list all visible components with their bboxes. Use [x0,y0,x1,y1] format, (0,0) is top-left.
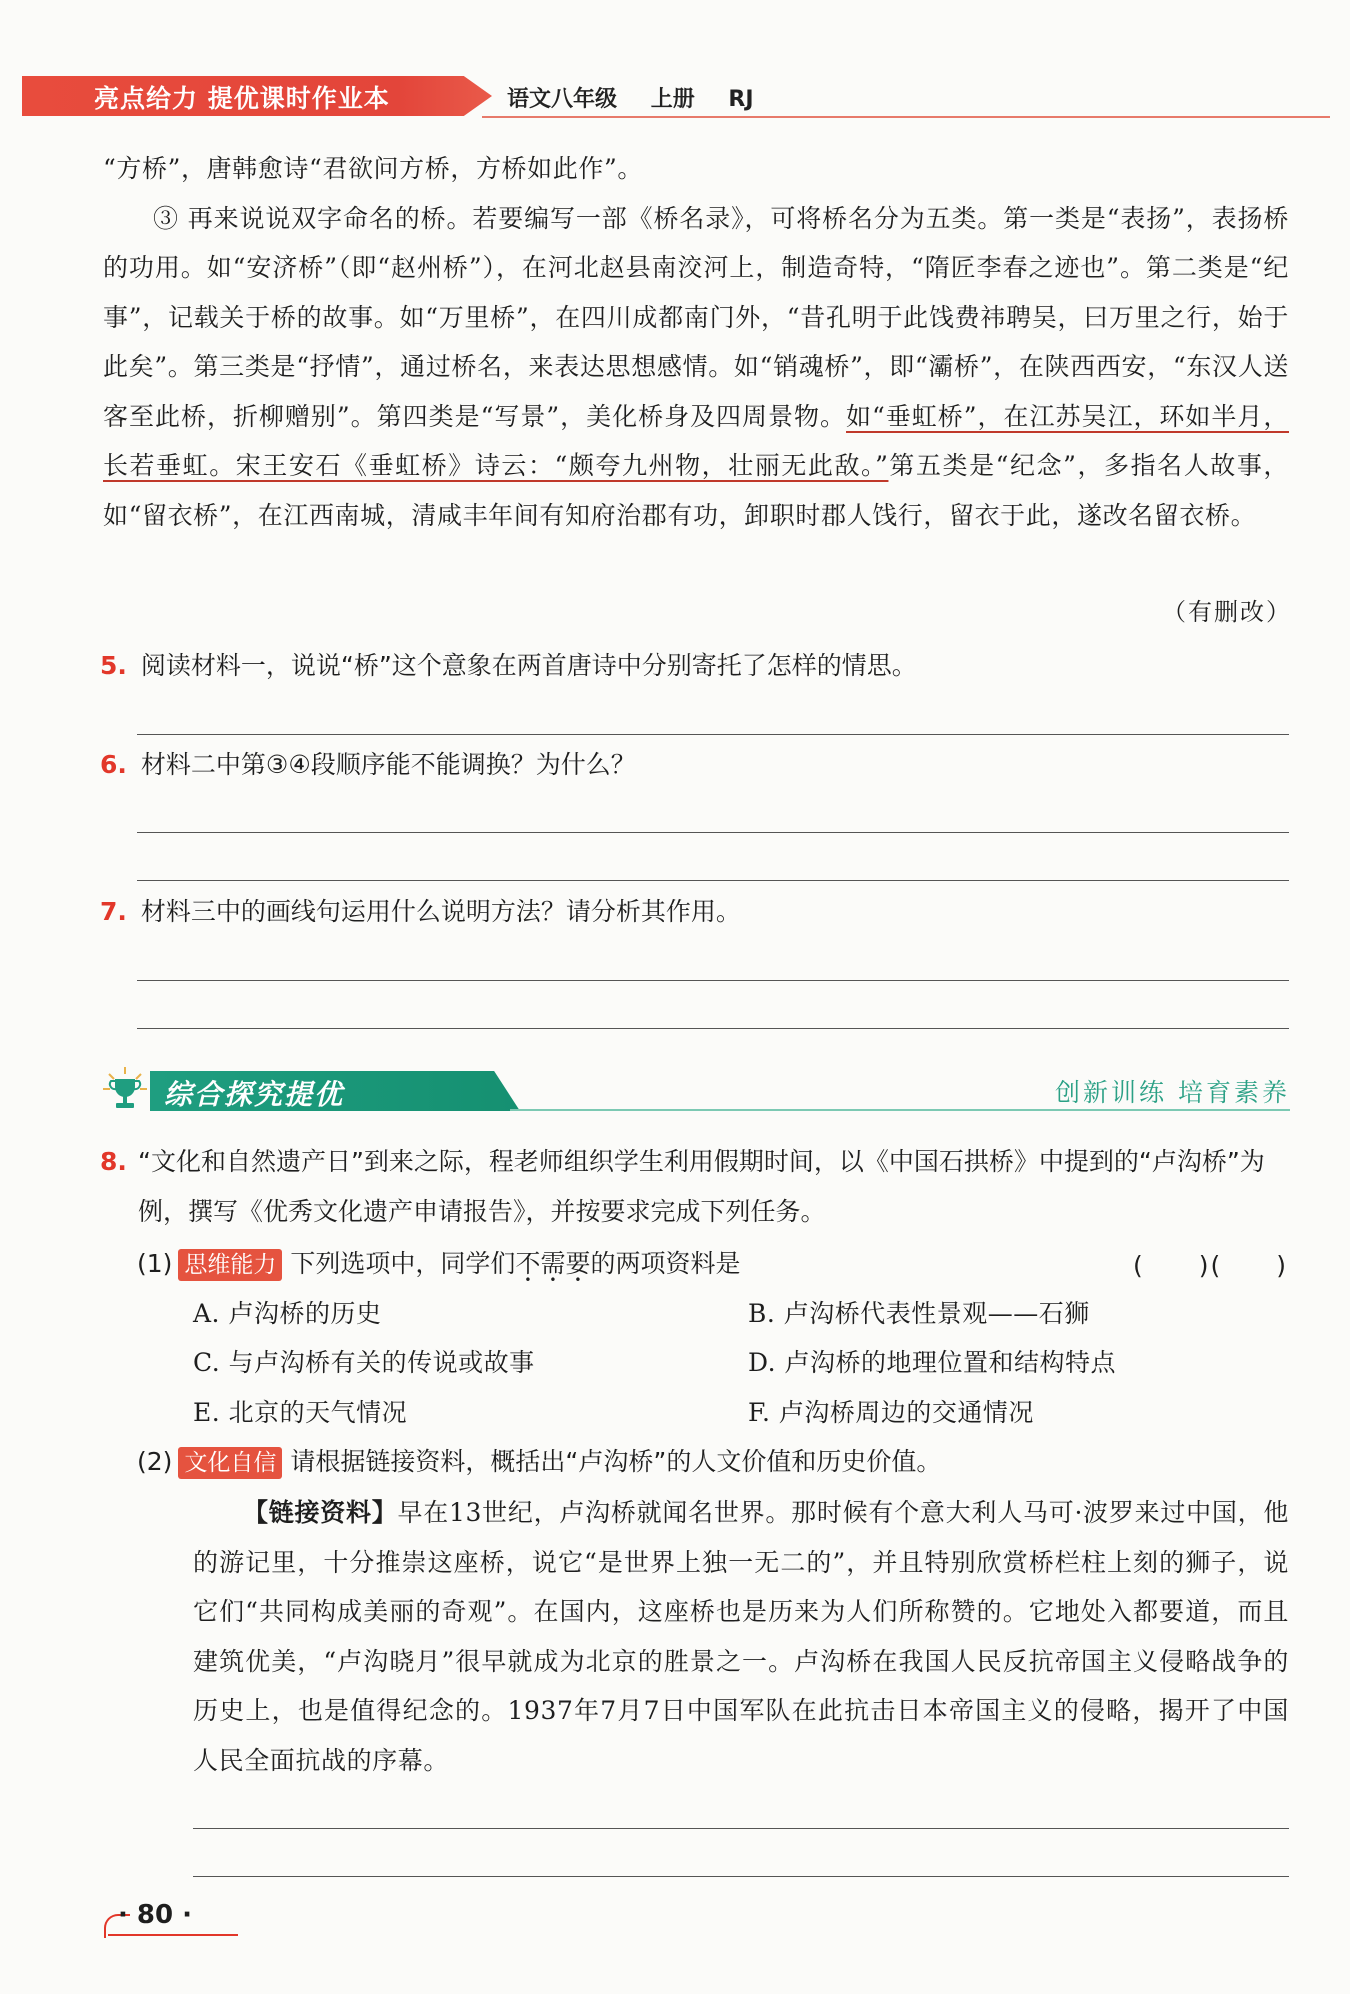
book-info [507,82,780,113]
subquestion-number: (1) [137,1249,173,1278]
skill-tag: 文化自信 [178,1447,282,1479]
subject: 语文八年级 [507,87,618,112]
para3-text-b: 第五类是“纪念”，多指名人故事，如“留衣桥”，在江西南城，清咸丰年间有知府治郡有功，卸职时郡人饯行，留衣于此，遂改名留衣桥。 [103,451,1289,530]
answer-line[interactable] [137,880,1289,881]
question-number: 5. [100,651,127,680]
link-text: 早在13世纪，卢沟桥就闻名世界。那时候有个意大利人马可·波罗来过中国，他的游记里，十分推崇这座桥，说它“是世界上独一无二的”，并且特别欣赏桥栏柱上刻的狮子，说它们“共同构成美丽的奇观”。在国内，这座桥也是历来为人们所称赞的。它地处入都要道，而且建筑优美，“卢沟晓月”很早就成为北京的胜景之一。卢沟桥在我国人民反抗帝国主义侵略战争的历史上，也是值得纪念的。1937年7月7日中国军队在此抗击日本帝国主义的侵略，揭开了中国人民全面抗战的序幕。 [193,1498,1289,1775]
page-number-rule [108,1934,238,1936]
question-number: 8. [100,1147,127,1176]
subquestion-text-post: 的两项资料是 [590,1249,741,1278]
answer-blanks[interactable]: ( )( ) [1132,1251,1288,1280]
section-rule [510,1109,1290,1111]
question-7 [100,894,741,930]
option-b: B. 卢沟桥代表性景观——石狮 [748,1299,1090,1328]
question-number: 7. [100,897,127,926]
page-number: · 80 · [118,1900,193,1930]
header-rule [482,116,1330,118]
answer-line[interactable] [137,734,1289,735]
question-text: “文化和自然遗产日”到来之际，程老师组织学生利用假期时间，以《中国石拱桥》中提到的“卢沟桥”为例，撰写《优秀文化遗产申请报告》，并按要求完成下列任务。 [138,1147,1265,1226]
subquestion-1 [137,1244,741,1281]
question-number: 6. [100,750,127,779]
underlined-sentence: 如“垂虹桥”，在江苏吴江，环如半月，长若垂虹。宋王安石《垂虹桥》诗云：“颇夸九州物，壮丽无此敌。” [103,401,1289,480]
subquestion-text-pre: 下列选项中，同学们 [290,1249,516,1278]
link-label: 【链接资料】 [243,1498,398,1527]
page-header [22,72,1330,122]
question-6 [100,747,636,783]
emphasis-char: 要 [565,1249,591,1278]
answer-line[interactable] [193,1876,1289,1877]
emphasis-char: 不 [515,1249,541,1278]
answer-line[interactable] [137,1028,1289,1029]
paragraph-3 [103,194,1289,541]
skill-tag: 思维能力 [178,1249,282,1281]
section-title: 综合探究提优 [164,1078,345,1111]
volume: 上册 [650,87,695,112]
option-f: F. 卢沟桥周边的交通情况 [748,1398,1034,1427]
section-slogan: 创新训练 培育素养 [1055,1078,1290,1107]
question-text: 材料三中的画线句运用什么说明方法？请分析其作用。 [140,897,741,926]
brand-title: 亮点给力 提优课时作业本 [94,84,390,113]
question-text: 阅读材料一，说说“桥”这个意象在两首唐诗中分别寄托了怎样的情思。 [140,651,917,680]
subquestion-number: (2) [137,1447,173,1476]
answer-line[interactable] [137,832,1289,833]
question-8 [100,1137,1290,1236]
source-note: （有删改） [1162,598,1292,626]
option-d: D. 卢沟桥的地理位置和结构特点 [748,1348,1117,1377]
passage-line-top: “方桥”，唐韩愈诗“君欲问方桥，方桥如此作”。 [103,154,643,183]
option-a: A. 卢沟桥的历史 [193,1299,382,1328]
question-5 [100,648,917,684]
section-banner [100,1063,1290,1119]
answer-line[interactable] [137,980,1289,981]
edition: RJ [728,87,754,112]
subquestion-2 [137,1442,941,1479]
option-c: C. 与卢沟桥有关的传说或故事 [193,1348,535,1377]
question-text: 材料二中第③④段顺序能不能调换？为什么？ [140,750,636,779]
para3-text-a: ③ 再来说说双字命名的桥。若要编写一部《桥名录》，可将桥名分为五类。第一类是“表扬”，表扬桥的功用。如“安济桥”（即“赵州桥”），在河北赵县南洨河上，制造奇特，“隋匠李春之迹也”。第二类是“纪事”，记载关于桥的故事。如“万里桥”，在四川成都南门外，“昔孔明于此饯费祎聘吴，曰万里之行，始于此矣”。第三类是“抒情”，通过桥名，来表达思想感情。如“销魂桥”，即“灞桥”，在陕西西安，“东汉人送客至此桥，折柳赠别”。第四类是“写景”，美化桥身及四周景物。 [103,203,1289,431]
passage [103,144,1289,540]
subquestion-text: 请根据链接资料，概括出“卢沟桥”的人文价值和历史价值。 [290,1447,942,1476]
option-e: E. 北京的天气情况 [193,1398,408,1427]
trophy-icon [100,1065,150,1115]
linked-material [193,1488,1289,1785]
answer-line[interactable] [193,1828,1289,1829]
emphasis-char: 需 [540,1249,566,1278]
